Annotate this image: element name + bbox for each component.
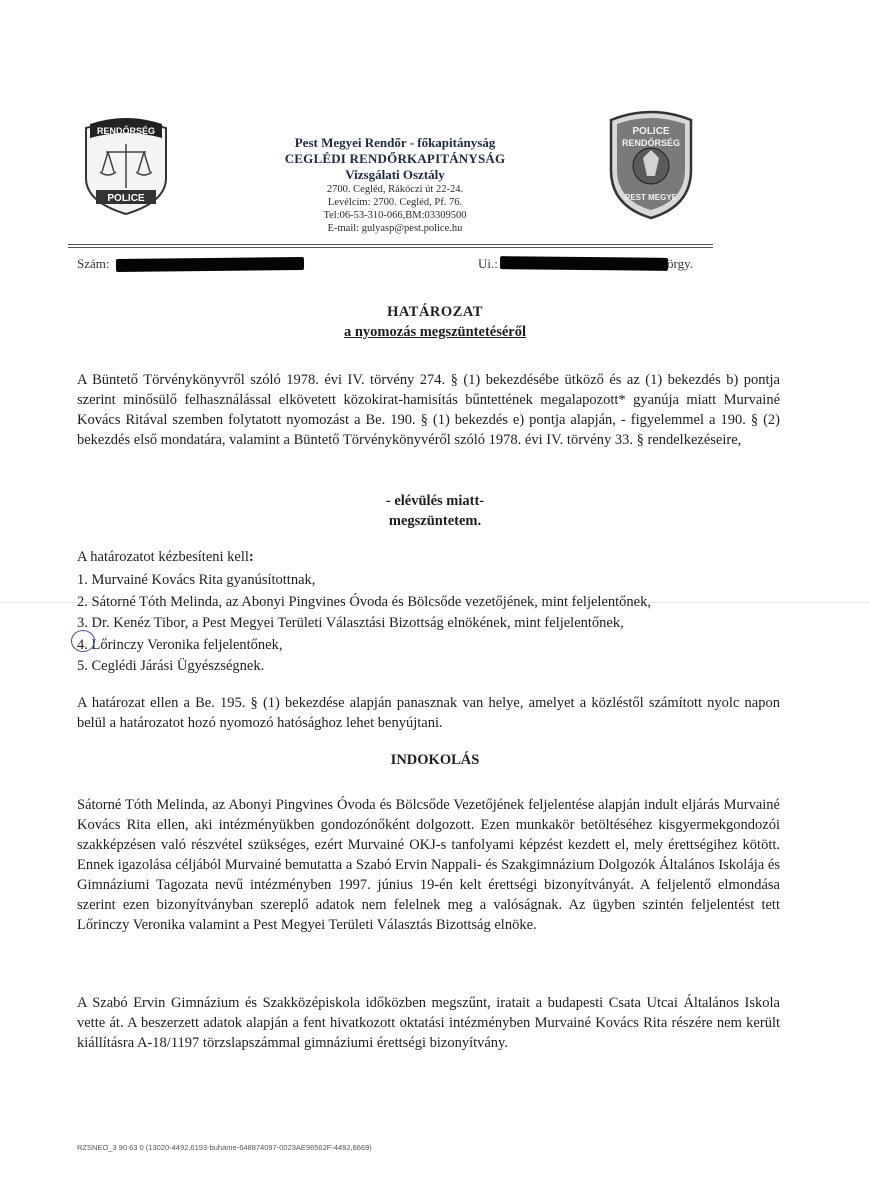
police-badge-logo — [603, 110, 699, 220]
document-title: HATÁROZAT — [387, 304, 483, 320]
decision-line1: - elévülés miatt- — [385, 493, 485, 509]
reasoning-paragraph-1: Sátorné Tóth Melinda, az Abonyi Pingvines Óvoda és Bölcsőde Vezetőjének feljelentése alapján indult eljárás Murvainé Kovács Rita ellen, aki intézményükben gondozónőként dolgozott. Ezen munkakör betöltéséhez kisgyermekgondozói szakképzésen való részvétel szükséges, ezért Murvainé OKJ-s tanfolyami képzést kezdett el, mely érettségihez kötött. Ennek igazolása céljából Murvainé bemutatta a Szabó Ervin Nappali- és Szakgimnázium Dolgozók Általános Iskolája és Gimnáziumi Tagozata nevű intézményben 1997. június 19-én kelt érettségi bizonyítványát. A feljelentő elmondása szerint ezen bizonyítványban szereplő adatok nem felelnek meg a valóságnak. Az ügyben szintén feljelentést tett Lőrinczy Veronika valamint a Pest Megyei Területi Választás Bizottság elnöke. — [77, 797, 780, 933]
letterhead — [245, 135, 545, 235]
list-item: 2. Sátorné Tóth Melinda, az Abonyi Pingvines Óvoda és Bölcsőde vezetőjének, mint feljelentőnek, — [77, 593, 651, 610]
right-logo-bottom-text: PEST MEGYE — [624, 193, 678, 202]
list-item: 3. Dr. Kenéz Tibor, a Pest Megyei Területi Választási Bizottság elnökének, mint feljelentőnek, — [77, 615, 624, 631]
ui-suffix: örgy. — [667, 256, 693, 271]
letterhead-mailing: Levélcím: 2700. Cegléd, Pf. 76. — [327, 197, 463, 208]
right-logo-mid-text: RENDŐRSÉG — [621, 138, 681, 148]
right-logo-top-text: POLICE — [632, 126, 670, 137]
reasoning-heading: INDOKOLÁS — [390, 752, 480, 768]
delivery-heading-text: A határozatot kézbesíteni kell — [77, 549, 249, 565]
police-shield-logo — [80, 118, 172, 216]
handwritten-circle-mark — [71, 630, 95, 652]
delivery-heading — [77, 549, 254, 566]
redacted-ui-number — [500, 256, 668, 271]
decision-line2: megszüntetem. — [388, 513, 482, 529]
ui-label: Ui.: — [478, 256, 498, 271]
letterhead-address: 2700. Cegléd, Rákóczi út 22-24. — [326, 184, 464, 195]
letterhead-phone: Tel:06-53-310-066,BM:03309500 — [323, 210, 467, 221]
footer-code: RZSNEO_3 90 63 0 (13020-4492,6193-buhame-648874097-0023AE96562F-4492,6669) — [77, 1143, 372, 1152]
letterhead-line2: CEGLÉDI RENDŐRKAPITÁNYSÁG — [284, 151, 506, 166]
document-subtitle: a nyomozás megszüntetéséről — [343, 324, 526, 340]
resolution-paragraph: A Büntető Törvénykönyvről szóló 1978. évi IV. törvény 274. § (1) bekezdésébe ütköző és az (1) bekezdés b) pontja szerint minősülő felhasználással elkövetett közokirat-hamisítás bűntettének megalapozott* gyanúja miatt Murvainé Kovács Ritával szemben folytatott nyomozást a Be. 190. § (1) bekezdés e) pontja alapján, - figyelemmel a 190. § (2) bekezdés első mondatára, valamint a Büntető Törvénykönyvéről szóló 1978. évi IV. törvény 33. § rendelkezéseire, — [77, 372, 780, 448]
letterhead-line3: Vizsgálati Osztály — [345, 167, 445, 182]
reasoning-paragraph-2: A Szabó Ervin Gimnázium és Szakközépiskola időközben megszűnt, iratait a budapesti Csata Utcai Általános Iskola vette át. A beszerzett adatok alapján a fent hivatkozott oktatási intézményben Murvainé Kovács Rita részére nem került kiállításra A-18/1197 törzslapszámmal gimnáziumi érettségi bizonyítvány. — [77, 995, 780, 1051]
letterhead-line1: Pest Megyei Rendőr - főkapitányság — [294, 135, 496, 150]
case-number-label: Szám: — [77, 256, 110, 271]
delivery-heading-colon: : — [248, 549, 254, 565]
list-item: 4. Lőrinczy Veronika feljelentőnek, — [77, 636, 283, 653]
list-item: 1. Murvainé Kovács Rita gyanúsítottnak, — [77, 572, 316, 588]
header-divider-top — [68, 244, 713, 245]
list-item: 5. Ceglédi Járási Ügyészségnek. — [77, 658, 265, 674]
left-logo-bottom-text: POLICE — [107, 193, 145, 204]
header-divider-bottom — [68, 247, 713, 248]
left-logo-top-text: RENDŐRSÉG — [96, 126, 156, 136]
delivery-list — [77, 570, 780, 678]
letterhead-email: E-mail: gulyasp@pest.police.hu — [327, 223, 463, 234]
appeal-paragraph: A határozat ellen a Be. 195. § (1) bekezdése alapján panasznak van helye, amelyet a közléstől számított nyolc napon belül a határozatot hozó nyomozó hatósághoz lehet benyújtani. — [77, 695, 780, 731]
redacted-case-number — [116, 257, 304, 272]
